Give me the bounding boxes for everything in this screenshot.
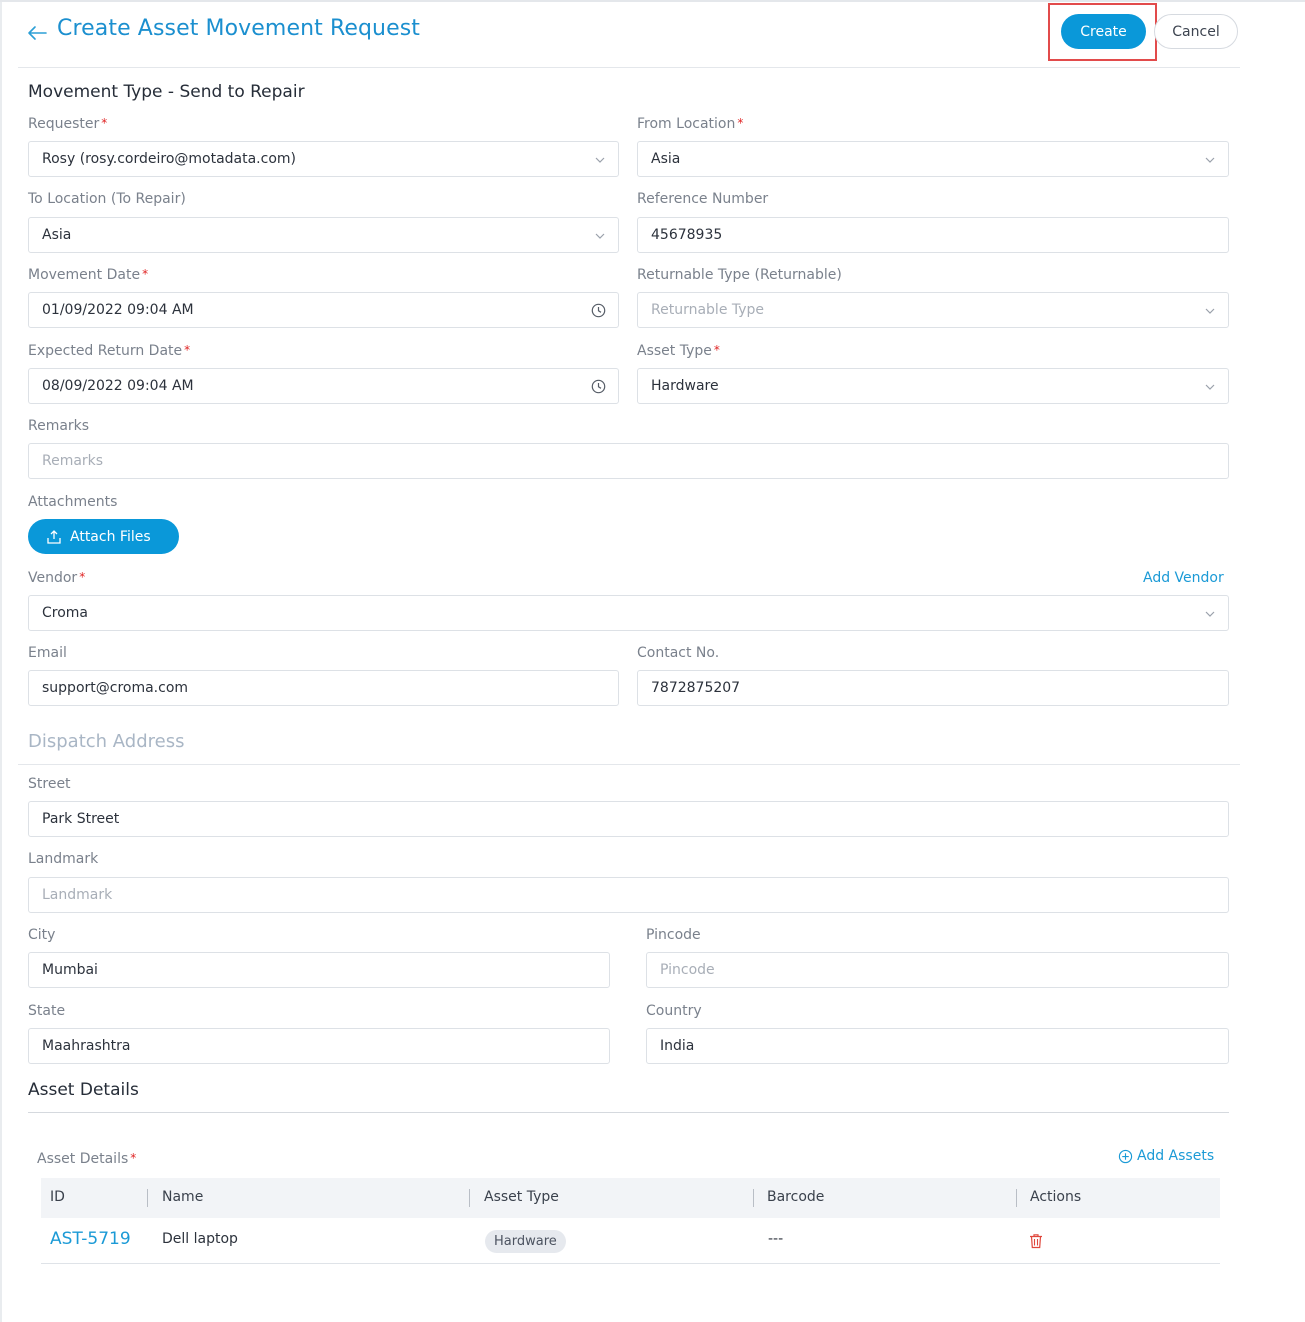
asset-details-table xyxy=(41,1178,1220,1264)
plus-circle-icon xyxy=(1118,1149,1133,1164)
asset-type-select[interactable]: Hardware xyxy=(637,368,1229,404)
trash-icon[interactable] xyxy=(1029,1233,1043,1249)
column-separator xyxy=(469,1189,470,1207)
chevron-down-icon xyxy=(1204,608,1216,620)
dispatch-address-title: Dispatch Address xyxy=(28,731,185,752)
add-vendor-link[interactable]: Add Vendor xyxy=(1143,570,1224,586)
movement-date-picker[interactable]: 01/09/2022 09:04 AM xyxy=(28,292,619,328)
column-separator xyxy=(753,1189,754,1207)
pincode-label: Pincode xyxy=(646,927,701,943)
col-id: ID xyxy=(50,1189,65,1205)
vendor-select[interactable]: Croma xyxy=(28,595,1229,631)
asset-id-link[interactable]: AST-5719 xyxy=(50,1229,131,1249)
from-location-select[interactable]: Asia xyxy=(637,141,1229,177)
movement-type-title: Movement Type - Send to Repair xyxy=(28,82,305,102)
landmark-label: Landmark xyxy=(28,851,99,867)
left-border xyxy=(0,2,2,1322)
requester-label: Requester * xyxy=(28,116,108,132)
chevron-down-icon xyxy=(594,230,606,242)
table-header xyxy=(41,1178,1220,1218)
asset-details-title: Asset Details xyxy=(28,1080,139,1100)
clock-icon[interactable] xyxy=(591,379,606,394)
contact-input[interactable]: 7872875207 xyxy=(637,670,1229,706)
reference-number-input[interactable]: 45678935 xyxy=(637,217,1229,253)
vendor-label: Vendor * xyxy=(28,570,86,586)
clock-icon[interactable] xyxy=(591,303,606,318)
page-title: Create Asset Movement Request xyxy=(57,16,421,41)
state-input[interactable]: Maahrashtra xyxy=(28,1028,610,1064)
chevron-down-icon xyxy=(1204,154,1216,166)
add-assets-link[interactable]: Add Assets xyxy=(1118,1148,1214,1164)
upload-icon xyxy=(46,529,62,545)
contact-label: Contact No. xyxy=(637,645,720,661)
asset-details-label: Asset Details * xyxy=(37,1151,137,1167)
remarks-input[interactable]: Remarks xyxy=(28,443,1229,479)
attach-files-button[interactable]: Attach Files xyxy=(28,519,179,554)
asset-type-label: Asset Type * xyxy=(637,343,720,359)
to-location-label: To Location (To Repair) xyxy=(28,191,186,207)
chevron-down-icon xyxy=(1204,305,1216,317)
col-barcode: Barcode xyxy=(767,1189,825,1205)
asset-type-badge: Hardware xyxy=(485,1230,566,1253)
street-label: Street xyxy=(28,776,71,792)
expected-return-date-label: Expected Return Date * xyxy=(28,343,191,359)
column-separator xyxy=(147,1189,148,1207)
from-location-label: From Location * xyxy=(637,116,744,132)
col-asset-type: Asset Type xyxy=(484,1189,559,1205)
street-input[interactable]: Park Street xyxy=(28,801,1229,837)
page-header xyxy=(18,2,1240,68)
pincode-input[interactable]: Pincode xyxy=(646,952,1229,988)
expected-return-date-picker[interactable]: 08/09/2022 09:04 AM xyxy=(28,368,619,404)
state-label: State xyxy=(28,1003,66,1019)
returnable-type-label: Returnable Type (Returnable) xyxy=(637,267,842,283)
column-separator xyxy=(1016,1189,1017,1207)
asset-details-divider xyxy=(28,1112,1229,1113)
movement-date-label: Movement Date * xyxy=(28,267,149,283)
remarks-label: Remarks xyxy=(28,418,90,434)
landmark-input[interactable]: Landmark xyxy=(28,877,1229,913)
table-row xyxy=(41,1218,1220,1264)
returnable-type-select[interactable]: Returnable Type xyxy=(637,292,1229,328)
attachments-label: Attachments xyxy=(28,494,118,510)
chevron-down-icon xyxy=(1204,381,1216,393)
to-location-select[interactable]: Asia xyxy=(28,217,619,253)
asset-barcode: --- xyxy=(768,1231,784,1247)
requester-select[interactable]: Rosy (rosy.cordeiro@motadata.com) xyxy=(28,141,619,177)
asset-name: Dell laptop xyxy=(162,1231,238,1247)
chevron-down-icon xyxy=(594,154,606,166)
col-name: Name xyxy=(162,1189,204,1205)
create-button[interactable]: Create xyxy=(1061,14,1146,49)
city-label: City xyxy=(28,927,56,943)
reference-number-label: Reference Number xyxy=(637,191,769,207)
cancel-button[interactable]: Cancel xyxy=(1154,14,1238,49)
email-input[interactable]: support@croma.com xyxy=(28,670,619,706)
dispatch-divider xyxy=(18,764,1240,765)
email-label: Email xyxy=(28,645,67,661)
country-input[interactable]: India xyxy=(646,1028,1229,1064)
city-input[interactable]: Mumbai xyxy=(28,952,610,988)
back-arrow-icon[interactable] xyxy=(26,22,48,44)
country-label: Country xyxy=(646,1003,702,1019)
col-actions: Actions xyxy=(1030,1189,1082,1205)
